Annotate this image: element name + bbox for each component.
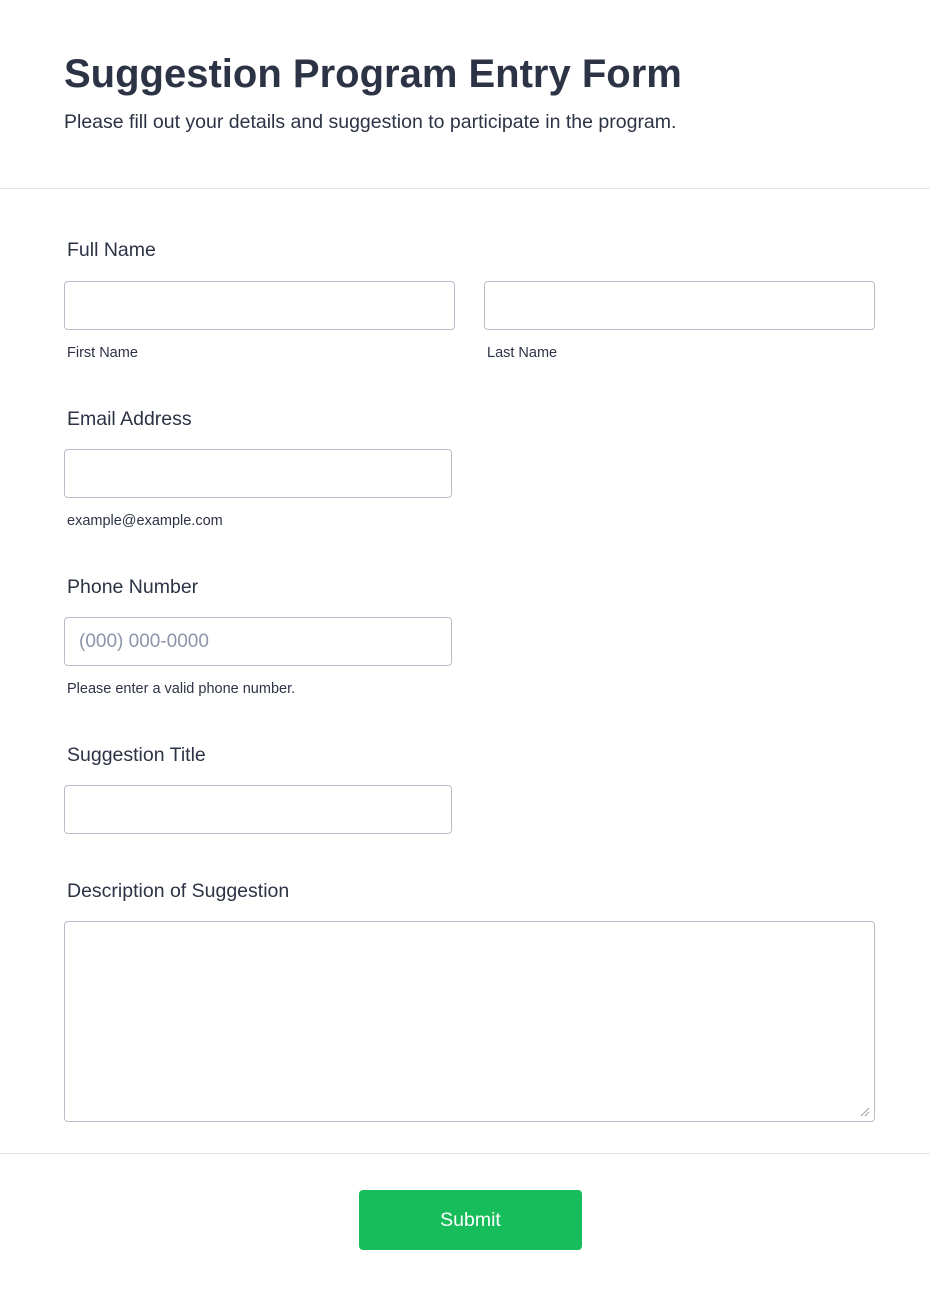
email-sublabel: example@example.com (67, 513, 223, 529)
resize-grip-icon[interactable] (858, 1105, 870, 1117)
last-name-input[interactable] (484, 281, 875, 330)
footer-divider (0, 1153, 930, 1154)
phone-label: Phone Number (67, 576, 199, 598)
description-textarea[interactable] (64, 921, 875, 1122)
first-name-input[interactable] (64, 281, 455, 330)
suggestion-title-input[interactable] (64, 785, 452, 834)
last-name-sublabel: Last Name (487, 345, 558, 361)
description-label: Description of Suggestion (67, 880, 290, 902)
form-title: Suggestion Program Entry Form (64, 52, 682, 96)
full-name-label: Full Name (67, 239, 156, 261)
email-input[interactable] (64, 449, 452, 498)
phone-input[interactable] (64, 617, 452, 666)
suggestion-title-label: Suggestion Title (67, 744, 206, 766)
form-header (0, 0, 930, 189)
submit-button[interactable]: Submit (359, 1190, 582, 1250)
email-label: Email Address (67, 408, 192, 430)
form-subtitle: Please fill out your details and suggestion to participate in the program. (64, 111, 677, 133)
first-name-sublabel: First Name (67, 345, 138, 361)
phone-sublabel: Please enter a valid phone number. (67, 681, 296, 697)
